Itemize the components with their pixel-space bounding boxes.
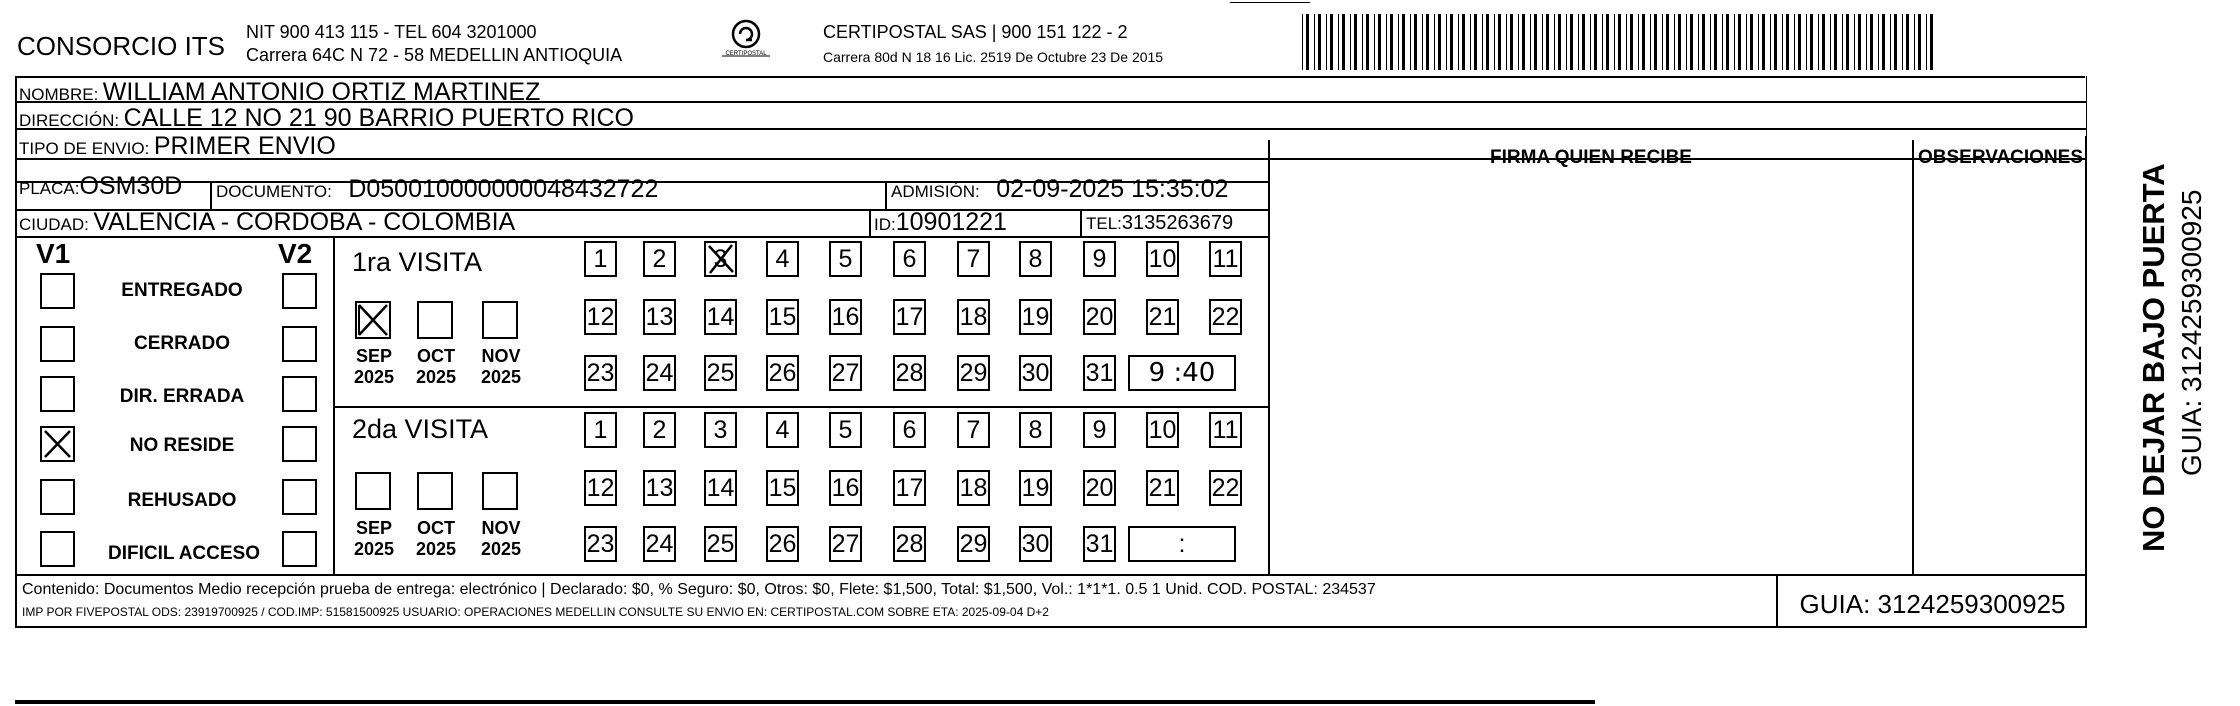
barcode-bar bbox=[1470, 14, 1471, 70]
documento-cell bbox=[216, 177, 658, 202]
barcode-bar bbox=[1762, 14, 1765, 70]
visit2-day-7[interactable]: 7 bbox=[957, 412, 990, 448]
month-label: NOV bbox=[481, 518, 521, 538]
barcode-bar bbox=[1326, 14, 1327, 70]
barcode bbox=[1302, 14, 1934, 70]
id-cell bbox=[874, 210, 1007, 235]
visit1-month-sep-checkbox[interactable] bbox=[355, 301, 391, 339]
visit2-day-21[interactable]: 21 bbox=[1146, 470, 1179, 506]
barcode-bar bbox=[1926, 14, 1927, 70]
barcode-bar bbox=[1438, 14, 1441, 70]
barcode-bar bbox=[1594, 14, 1597, 70]
barcode-bar bbox=[1698, 14, 1699, 70]
ciudad-cell bbox=[19, 210, 515, 235]
barcode-bar bbox=[1518, 14, 1519, 70]
visit2-day-28[interactable]: 28 bbox=[893, 526, 926, 562]
barcode-bar bbox=[1734, 14, 1735, 70]
barcode-bar bbox=[1822, 14, 1825, 70]
barcode-bar bbox=[1314, 14, 1315, 70]
barcode-bar bbox=[1758, 14, 1759, 70]
direccion-value: CALLE 12 NO 21 90 BARRIO PUERTO RICO bbox=[123, 104, 634, 132]
barcode-bar bbox=[1362, 14, 1363, 70]
visit2-day-23[interactable]: 23 bbox=[584, 526, 617, 562]
visit2-day-22[interactable]: 22 bbox=[1209, 470, 1242, 506]
year-label: 2025 bbox=[353, 366, 395, 387]
barcode-bar bbox=[1522, 14, 1525, 70]
barcode-bar bbox=[1738, 14, 1741, 70]
barcode-bar bbox=[1426, 14, 1429, 70]
v1-checkbox-cerrado[interactable] bbox=[40, 326, 75, 362]
barcode-bar bbox=[1678, 14, 1681, 70]
barcode-bar bbox=[1530, 14, 1531, 70]
visit2-day-8[interactable]: 8 bbox=[1019, 412, 1052, 448]
visit1-day-28[interactable]: 28 bbox=[893, 355, 926, 391]
visit2-day-29[interactable]: 29 bbox=[957, 526, 990, 562]
barcode-bar bbox=[1350, 14, 1351, 70]
barcode-bar bbox=[1330, 14, 1333, 70]
tipo-envio-row bbox=[19, 134, 336, 159]
barcode-bar bbox=[1630, 14, 1633, 70]
barcode-bar bbox=[1854, 14, 1855, 70]
barcode-bar bbox=[1474, 14, 1477, 70]
barcode-bar bbox=[1414, 14, 1417, 70]
barcode-bar bbox=[1722, 14, 1723, 70]
barcode-bar bbox=[1434, 14, 1435, 70]
barcode-bar bbox=[1818, 14, 1819, 70]
barcode-bar bbox=[1662, 14, 1663, 70]
barcode-bar bbox=[1410, 14, 1411, 70]
barcode-bar bbox=[1770, 14, 1771, 70]
barcode-bar bbox=[1686, 14, 1687, 70]
barcode-bar bbox=[1890, 14, 1891, 70]
barcode-bar bbox=[1374, 14, 1375, 70]
barcode-bar bbox=[1894, 14, 1897, 70]
barcode-bar bbox=[1858, 14, 1861, 70]
tipo-envio-label: TIPO DE ENVIO: bbox=[19, 139, 150, 158]
barcode-bar bbox=[1834, 14, 1837, 70]
barcode-bar bbox=[1386, 14, 1387, 70]
barcode-bar bbox=[1710, 14, 1711, 70]
v2-checkbox-cerrado[interactable] bbox=[282, 326, 317, 362]
visit2-day-1[interactable]: 1 bbox=[584, 412, 617, 448]
visit1-day-9[interactable]: 9 bbox=[1083, 241, 1116, 277]
visit1-day-27[interactable]: 27 bbox=[829, 355, 862, 391]
visit1-day-23[interactable]: 23 bbox=[584, 355, 617, 391]
nit-line: NIT 900 413 115 - TEL 604 3201000 bbox=[246, 22, 537, 42]
visit2-day-20[interactable]: 20 bbox=[1083, 470, 1116, 506]
v2-checkbox-no-reside[interactable] bbox=[282, 426, 317, 462]
barcode-bar bbox=[1650, 14, 1651, 70]
barcode-bar bbox=[1422, 14, 1423, 70]
visit1-day-22[interactable]: 22 bbox=[1209, 299, 1242, 335]
visit1-day-5[interactable]: 5 bbox=[829, 241, 862, 277]
barcode-bar bbox=[1614, 14, 1615, 70]
observaciones-label: OBSERVACIONES bbox=[1917, 147, 2084, 168]
year-label: 2025 bbox=[415, 538, 457, 559]
v1-checkbox-entregado[interactable] bbox=[40, 273, 75, 309]
barcode-bar bbox=[1498, 14, 1501, 70]
v2-checkbox-dir-errada[interactable] bbox=[282, 376, 317, 412]
nombre-label: NOMBRE: bbox=[19, 85, 99, 104]
barcode-bar bbox=[1842, 14, 1843, 70]
barcode-bar bbox=[1918, 14, 1921, 70]
ciudad-label: CIUDAD: bbox=[19, 215, 89, 234]
barcode-bar bbox=[1666, 14, 1669, 70]
barcode-bar bbox=[1810, 14, 1813, 70]
barcode-bar bbox=[1354, 14, 1357, 70]
barcode-bar bbox=[1566, 14, 1567, 70]
visit2-day-13[interactable]: 13 bbox=[643, 470, 676, 506]
visit1-day-24[interactable]: 24 bbox=[643, 355, 676, 391]
visit2-title: 2da VISITA bbox=[352, 414, 489, 444]
side-notice: NO DEJAR BAJO PUERTA bbox=[2136, 163, 2171, 552]
visit2-day-30[interactable]: 30 bbox=[1019, 526, 1052, 562]
visit1-day-6[interactable]: 6 bbox=[893, 241, 926, 277]
visit2-day-12[interactable]: 12 bbox=[584, 470, 617, 506]
month-label: NOV bbox=[481, 346, 521, 366]
visit2-day-6[interactable]: 6 bbox=[893, 412, 926, 448]
admision-label: ADMISIÓN: bbox=[891, 182, 980, 201]
visit1-day-31[interactable]: 31 bbox=[1083, 355, 1116, 391]
visit2-day-2[interactable]: 2 bbox=[643, 412, 676, 448]
barcode-bar bbox=[1774, 14, 1777, 70]
barcode-bar bbox=[1702, 14, 1705, 70]
visit1-day-30[interactable]: 30 bbox=[1019, 355, 1052, 391]
visit1-time-box[interactable]: 9 :40 bbox=[1128, 355, 1236, 391]
barcode-bar bbox=[1558, 14, 1561, 70]
v1-checkbox-rehusado[interactable] bbox=[40, 479, 75, 515]
barcode-bar bbox=[1302, 14, 1303, 70]
barcode-bar bbox=[1690, 14, 1693, 70]
barcode-bar bbox=[1578, 14, 1579, 70]
visit1-day-18[interactable]: 18 bbox=[957, 299, 990, 335]
visit1-day-15[interactable]: 15 bbox=[766, 299, 799, 335]
barcode-bar bbox=[1446, 14, 1447, 70]
footer-guia: GUIA: 3124259300925 bbox=[1799, 589, 2066, 619]
barcode-bar bbox=[1618, 14, 1621, 70]
placa-label: PLACA: bbox=[19, 179, 80, 198]
check-x-icon bbox=[357, 303, 389, 337]
visit1-title: 1ra VISITA bbox=[352, 247, 483, 277]
option-dificil-acceso: DIFICIL ACCESO bbox=[107, 543, 260, 564]
address-line: Carrera 64C N 72 - 58 MEDELLIN ANTIOQUIA bbox=[246, 45, 623, 65]
barcode-bar bbox=[1590, 14, 1591, 70]
barcode-bar bbox=[1870, 14, 1873, 70]
id-value: 10901221 bbox=[895, 208, 1007, 236]
barcode-bar bbox=[1878, 14, 1879, 70]
visit1-day-17[interactable]: 17 bbox=[893, 299, 926, 335]
visit2-day-18[interactable]: 18 bbox=[957, 470, 990, 506]
check-x-icon bbox=[42, 428, 73, 460]
direccion-row bbox=[19, 106, 634, 131]
barcode-bar bbox=[1674, 14, 1675, 70]
barcode-bar bbox=[1542, 14, 1543, 70]
year-label: 2025 bbox=[480, 538, 522, 559]
barcode-bar bbox=[1782, 14, 1783, 70]
day-number: 3 bbox=[713, 244, 728, 273]
barcode-bar bbox=[1914, 14, 1915, 70]
barcode-bar bbox=[1306, 14, 1309, 70]
barcode-bar bbox=[1486, 14, 1489, 70]
certipostal-logo bbox=[716, 18, 776, 64]
visit2-day-17[interactable]: 17 bbox=[893, 470, 926, 506]
visit1-month-oct-checkbox[interactable] bbox=[417, 301, 453, 339]
visit2-day-26[interactable]: 26 bbox=[766, 526, 799, 562]
month-label: OCT bbox=[417, 346, 455, 366]
barcode-bar bbox=[1534, 14, 1537, 70]
visit2-day-14[interactable]: 14 bbox=[704, 470, 737, 506]
visit2-month-nov-checkbox[interactable] bbox=[482, 472, 518, 510]
tel-cell bbox=[1086, 213, 1233, 233]
visit2-day-16[interactable]: 16 bbox=[829, 470, 862, 506]
v2-checkbox-dificil-acceso[interactable] bbox=[282, 531, 317, 567]
year-label: 2025 bbox=[415, 366, 457, 387]
barcode-bar bbox=[1654, 14, 1657, 70]
admision-cell bbox=[891, 177, 1228, 202]
visit1-day-21[interactable]: 21 bbox=[1146, 299, 1179, 335]
barcode-bar bbox=[1506, 14, 1507, 70]
visit2-day-19[interactable]: 19 bbox=[1019, 470, 1052, 506]
barcode-bar bbox=[1642, 14, 1645, 70]
v1-checkbox-no-reside[interactable] bbox=[40, 426, 75, 462]
visit2-month-nov bbox=[473, 518, 529, 559]
visit2-day-25[interactable]: 25 bbox=[704, 526, 737, 562]
visit1-day-10[interactable]: 10 bbox=[1146, 241, 1179, 277]
visit2-day-31[interactable]: 31 bbox=[1083, 526, 1116, 562]
tel-label: TEL: bbox=[1086, 214, 1122, 233]
barcode-bar bbox=[1806, 14, 1807, 70]
visit2-day-27[interactable]: 27 bbox=[829, 526, 862, 562]
logo-text: CERTIPOSTAL bbox=[725, 51, 767, 57]
month-label: OCT bbox=[417, 518, 455, 538]
barcode-bar bbox=[1554, 14, 1555, 70]
v2-label: V2 bbox=[278, 238, 313, 269]
id-label: ID: bbox=[874, 215, 896, 234]
barcode-bar bbox=[1798, 14, 1801, 70]
certipostal-line: CERTIPOSTAL SAS | 900 151 122 - 2 bbox=[823, 22, 1128, 42]
visit2-day-3[interactable]: 3 bbox=[704, 412, 737, 448]
barcode-bar bbox=[1930, 14, 1933, 70]
barcode-bar bbox=[1482, 14, 1483, 70]
visit1-day-26[interactable]: 26 bbox=[766, 355, 799, 391]
barcode-bar bbox=[1714, 14, 1717, 70]
barcode-bar bbox=[1602, 14, 1603, 70]
visit2-day-10[interactable]: 10 bbox=[1146, 412, 1179, 448]
visit2-day-11[interactable]: 11 bbox=[1209, 412, 1242, 448]
v1-checkbox-dir-errada[interactable] bbox=[40, 376, 75, 412]
barcode-bar bbox=[1398, 14, 1399, 70]
barcode-bar bbox=[1462, 14, 1465, 70]
tipo-envio-value: PRIMER ENVIO bbox=[153, 132, 336, 160]
visit1-day-2[interactable]: 2 bbox=[643, 241, 676, 277]
month-label: SEP bbox=[355, 346, 393, 366]
visit1-day-3[interactable] bbox=[704, 241, 737, 277]
barcode-bar bbox=[1750, 14, 1753, 70]
barcode-bar bbox=[1786, 14, 1789, 70]
barcode-bar bbox=[1606, 14, 1609, 70]
visit1-day-13[interactable]: 13 bbox=[643, 299, 676, 335]
check-x-icon bbox=[706, 243, 736, 275]
barcode-bar bbox=[1342, 14, 1345, 70]
ciudad-value: VALENCIA - CORDOBA - COLOMBIA bbox=[93, 208, 516, 236]
certipostal-logo-icon bbox=[716, 18, 776, 64]
nombre-row bbox=[19, 80, 540, 105]
barcode-bar bbox=[1906, 14, 1909, 70]
barcode-bar bbox=[1846, 14, 1849, 70]
year-label: 2025 bbox=[353, 538, 395, 559]
barcode-bar bbox=[1830, 14, 1831, 70]
tel-value: 3135263679 bbox=[1121, 212, 1234, 234]
visit2-day-9[interactable]: 9 bbox=[1083, 412, 1116, 448]
barcode-bar bbox=[1746, 14, 1747, 70]
footer-line2: IMP POR FIVEPOSTAL ODS: 23919700925 / COD.IMP: 51581500925 USUARIO: OPERACIONES MEDELLIN CONSULTE SU ENVIO EN: CERTIPOSTAL.COM SOBRE ETA: 2025-09-04 D+2 bbox=[22, 605, 1049, 619]
footer-line1: Contenido: Documentos Medio recepción prueba de entrega: electrónico | Declarado: $0, % Seguro: $0, Otros: $0, Flete: $1,500, Total: $1,500, Vol.: 1*1*1. 0.5 1 Unid. COD. POSTAL: 234537 bbox=[22, 581, 1376, 598]
visit1-day-4[interactable]: 4 bbox=[766, 241, 799, 277]
barcode-bar bbox=[1902, 14, 1903, 70]
barcode-bar bbox=[1338, 14, 1339, 70]
visit1-day-29[interactable]: 29 bbox=[957, 355, 990, 391]
barcode-bar bbox=[1390, 14, 1393, 70]
barcode-bar bbox=[1866, 14, 1867, 70]
placa-cell bbox=[19, 174, 182, 199]
barcode-bar bbox=[1458, 14, 1459, 70]
visit2-day-4[interactable]: 4 bbox=[766, 412, 799, 448]
barcode-bar bbox=[1726, 14, 1729, 70]
placa-value: OSM30D bbox=[79, 172, 183, 200]
option-cerrado: CERRADO bbox=[133, 333, 231, 354]
visit2-month-oct bbox=[408, 518, 464, 559]
visit1-month-oct bbox=[408, 346, 464, 387]
visit1-month-nov-checkbox[interactable] bbox=[482, 301, 518, 339]
license-line: Carrera 80d N 18 16 Lic. 2519 De Octubre 23 De 2015 bbox=[823, 49, 1164, 65]
option-entregado: ENTREGADO bbox=[121, 280, 243, 301]
barcode-bar bbox=[1582, 14, 1585, 70]
barcode-bar bbox=[1378, 14, 1381, 70]
v2-checkbox-entregado[interactable] bbox=[282, 273, 317, 309]
documento-value: D050010000000048432722 bbox=[348, 175, 659, 203]
visit2-month-sep bbox=[346, 518, 402, 559]
option-no-reside: NO RESIDE bbox=[129, 435, 235, 456]
bottom-rule bbox=[15, 700, 1595, 704]
barcode-bar bbox=[1510, 14, 1513, 70]
company-name: CONSORCIO ITS bbox=[17, 31, 226, 61]
visit1-day-11[interactable]: 11 bbox=[1209, 241, 1242, 277]
nombre-value: WILLIAM ANTONIO ORTIZ MARTINEZ bbox=[102, 78, 541, 106]
visit1-day-25[interactable]: 25 bbox=[704, 355, 737, 391]
barcode-bar bbox=[1366, 14, 1369, 70]
v1-checkbox-dificil-acceso[interactable] bbox=[40, 531, 75, 567]
barcode-bar bbox=[1638, 14, 1639, 70]
barcode-bar bbox=[1318, 14, 1321, 70]
barcode-bar bbox=[1546, 14, 1549, 70]
visit2-day-5[interactable]: 5 bbox=[829, 412, 862, 448]
firma-label: FIRMA QUIEN RECIBE bbox=[1490, 147, 1692, 168]
visit1-day-19[interactable]: 19 bbox=[1019, 299, 1052, 335]
visit2-day-24[interactable]: 24 bbox=[643, 526, 676, 562]
v1-label: V1 bbox=[36, 238, 71, 269]
barcode-bar bbox=[1626, 14, 1627, 70]
visit2-time-box[interactable]: : bbox=[1128, 526, 1236, 562]
visit1-day-1[interactable]: 1 bbox=[584, 241, 617, 277]
barcode-bar bbox=[1570, 14, 1573, 70]
side-guia: GUIA: 3124259300925 bbox=[2176, 189, 2207, 476]
visit1-day-7[interactable]: 7 bbox=[957, 241, 990, 277]
visit2-day-15[interactable]: 15 bbox=[766, 470, 799, 506]
visit1-day-14[interactable]: 14 bbox=[704, 299, 737, 335]
documento-label: DOCUMENTO: bbox=[216, 182, 332, 201]
barcode-bar bbox=[1402, 14, 1405, 70]
direccion-label: DIRECCIÓN: bbox=[19, 111, 120, 130]
visit2-month-oct-checkbox[interactable] bbox=[417, 472, 453, 510]
v2-checkbox-rehusado[interactable] bbox=[282, 479, 317, 515]
option-rehusado: REHUSADO bbox=[127, 490, 237, 511]
visit1-day-16[interactable]: 16 bbox=[829, 299, 862, 335]
option-dir-errada: DIR. ERRADA bbox=[119, 386, 245, 407]
month-label: SEP bbox=[355, 518, 393, 538]
barcode-bar bbox=[1494, 14, 1495, 70]
barcode-bar bbox=[1882, 14, 1885, 70]
visit2-month-sep-checkbox[interactable] bbox=[355, 472, 391, 510]
barcode-bar bbox=[1794, 14, 1795, 70]
visit1-day-8[interactable]: 8 bbox=[1019, 241, 1052, 277]
visit1-day-20[interactable]: 20 bbox=[1083, 299, 1116, 335]
year-label: 2025 bbox=[480, 366, 522, 387]
barcode-bar bbox=[1450, 14, 1453, 70]
admision-value: 02-09-2025 15:35:02 bbox=[996, 175, 1229, 203]
visit1-month-nov bbox=[473, 346, 529, 387]
visit1-day-12[interactable]: 12 bbox=[584, 299, 617, 335]
visit1-month-sep bbox=[346, 346, 402, 387]
